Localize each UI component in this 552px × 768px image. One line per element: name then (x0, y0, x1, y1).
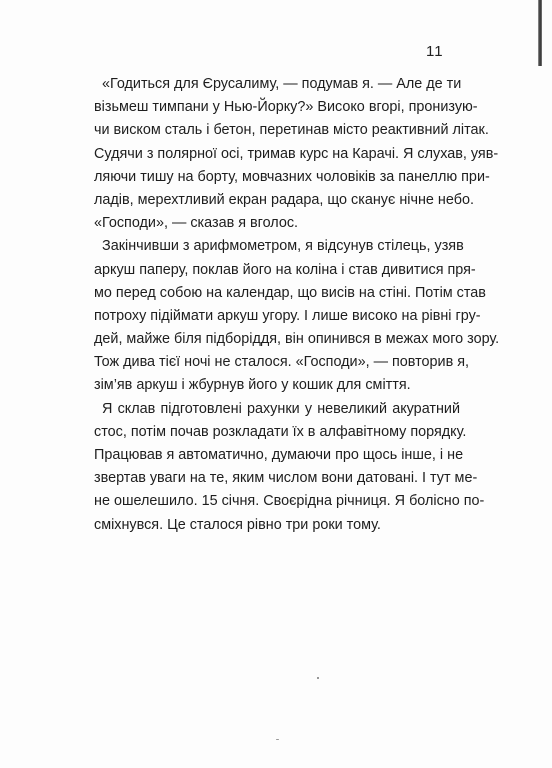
text-line: Судячи з полярної осі, тримав курс на Карачі. Я слухав, уяв- (94, 145, 499, 162)
text-line: аркуш паперу, поклав його на коліна і став дивитися пря- (94, 261, 476, 278)
body-text (94, 73, 500, 537)
text-line: мо перед собою на календар, що висів на стіні. Потім став (94, 284, 486, 301)
scan-speck (317, 677, 319, 679)
text-line: не ошелешило. 15 січня. Своєрідна річниця. Я болісно по- (94, 493, 485, 510)
text-line: Закінчивши з арифмометром, я відсунув стілець, узяв (102, 238, 464, 255)
page-edge-mark (538, 0, 542, 66)
paragraph-3 (94, 398, 485, 537)
text-line: ладів, мерехтливий екран радара, що сканує нічне небо. (94, 191, 474, 208)
text-line: сміхнувся. Це сталося рівно три роки тому. (94, 516, 381, 533)
text-line: стос, потім почав розкладати їх в алфавітному порядку. (94, 423, 467, 440)
text-line: Я склав підготовлені рахунки у невеликий акуратний (102, 400, 460, 417)
paragraph-1 (94, 73, 499, 235)
text-line: Працював я автоматично, думаючи про щось інше, і не (94, 447, 464, 463)
text-line: ляючи тишу на борту, мовчазних чоловіків за панеллю при- (94, 168, 490, 185)
text-line: Тож дива тієї ночі не сталося. «Господи», — повторив я, (94, 354, 469, 371)
text-line: «Годиться для Єрусалиму, — подумав я. — Але де ти (102, 76, 462, 92)
scan-speck (276, 739, 279, 740)
text-line: чи виском сталь і бетон, перетинав місто реактивний літак. (94, 122, 489, 139)
text-line: «Господи», — сказав я вголос. (94, 215, 299, 232)
page-number: 11 (426, 43, 444, 60)
text-line: потроху підіймати аркуш угору. І лише високо на рівні гру- (94, 307, 481, 324)
text-line: звертав уваги на те, яким числом вони датовані. І тут ме- (94, 470, 478, 487)
text-line: зім’яв аркуш і жбурнув його у кошик для сміття. (94, 377, 411, 394)
text-line: візьмеш тимпани у Нью-Йорку?» Високо вгорі, пронизую- (94, 99, 478, 116)
text-line: дей, майже біля підборіддя, він опинився в межах мого зору. (94, 331, 500, 348)
paragraph-2 (94, 235, 500, 397)
